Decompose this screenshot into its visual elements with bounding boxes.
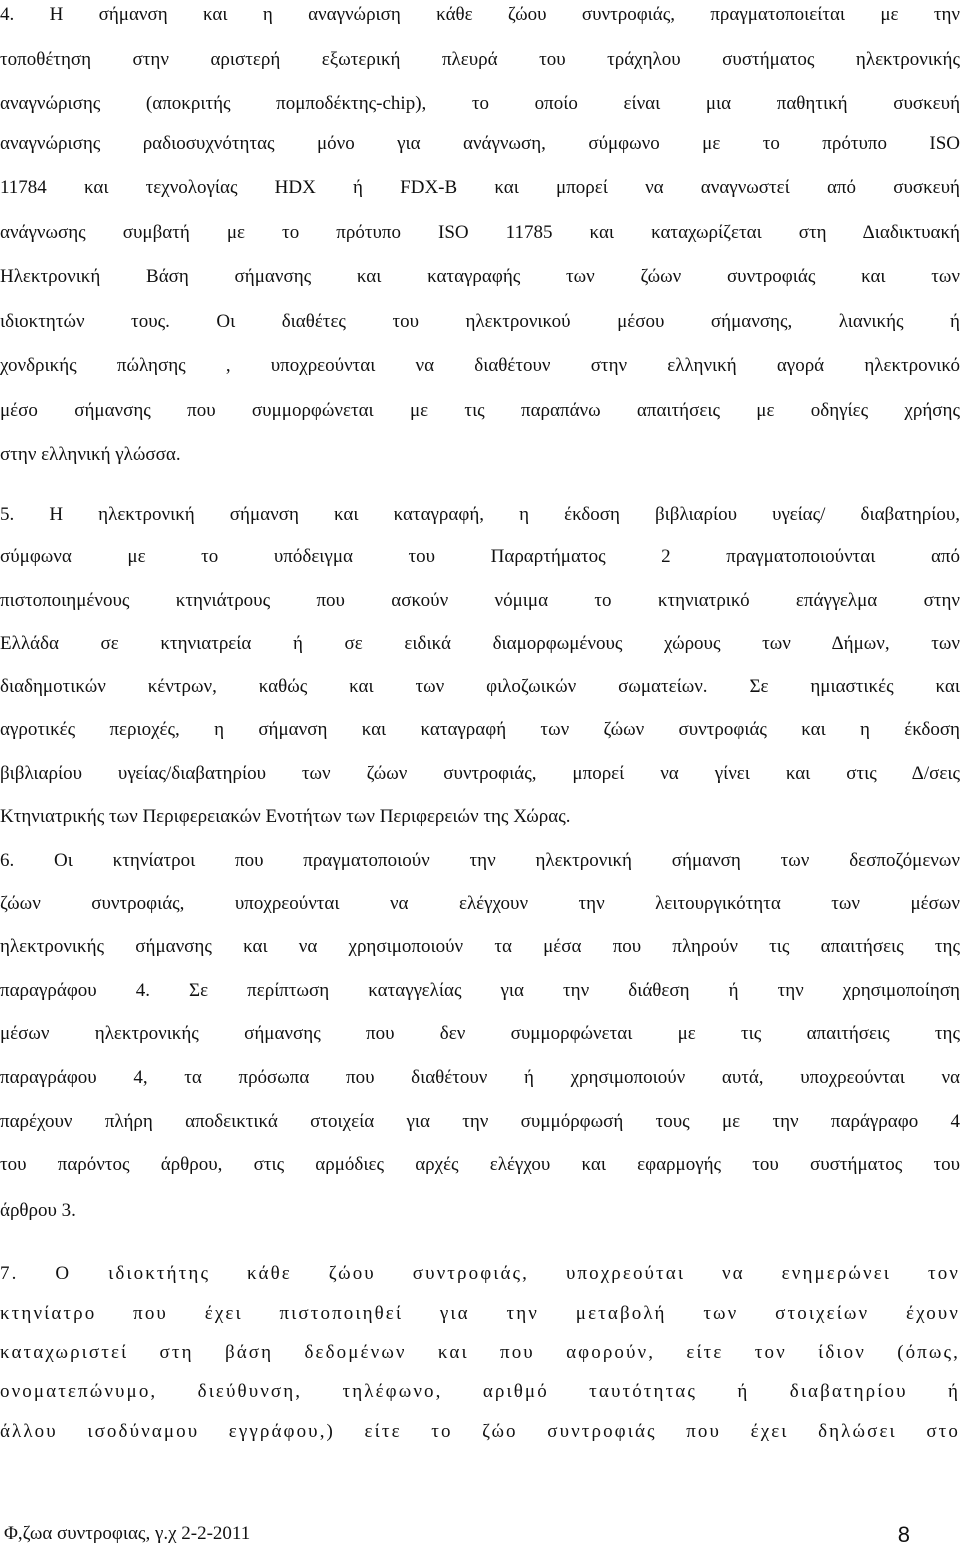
text-line: άλλου ισοδύναμου εγγράφου,) είτε το ζώο συντροφιάς που έχει δηλώσει στο xyxy=(0,1421,960,1442)
text-line: 11784 και τεχνολογίας HDX ή FDX-B και μπορεί να αναγνωστεί από συσκευή xyxy=(0,177,960,198)
text-line: παρέχουν πλήρη αποδεικτικά στοιχεία για την συμμόρφωσή τους με την παράγραφο 4 xyxy=(0,1111,960,1132)
text-line: καταχωριστεί στη βάση δεδομένων και που αφορούν, είτε τον ίδιον (όπως, xyxy=(0,1342,960,1363)
text-line: άρθρου 3. xyxy=(0,1200,76,1221)
text-line: βιβλιαρίου υγείας/διαβατηρίου των ζώων συντροφιάς, μπορεί να γίνει και στις Δ/σεις xyxy=(0,763,960,784)
text-line: αναγνώρισης (αποκριτής πομποδέκτης-chip), το οποίο είναι μια παθητική συσκευή xyxy=(0,93,960,114)
text-line: χονδρικής πώλησης , υποχρεούνται να διαθέτουν στην ελληνική αγορά ηλεκτρονικό xyxy=(0,355,960,376)
text-line: 7. Ο ιδιοκτήτης κάθε ζώου συντροφιάς, υποχρεούται να ενημερώνει τον xyxy=(0,1263,960,1284)
footer-document-reference: Φ,ζωα συντροφιας, γ.χ 2-2-2011 xyxy=(4,1523,251,1544)
text-line: ονοματεπώνυμο, διεύθυνση, τηλέφωνο, αριθμό ταυτότητας ή διαβατηρίου ή xyxy=(0,1381,960,1402)
text-line: Ελλάδα σε κτηνιατρεία ή σε ειδικά διαμορφωμένους χώρους των Δήμων, των xyxy=(0,633,960,654)
text-line: Ηλεκτρονική Βάση σήμανσης και καταγραφής των ζώων συντροφιάς και των xyxy=(0,266,960,287)
text-line: ηλεκτρονικής σήμανσης και να χρησιμοποιούν τα μέσα που πληρούν τις απαιτήσεις της xyxy=(0,936,960,957)
text-line: ανάγνωσης συμβατή με το πρότυπο ISO 11785 και καταχωρίζεται στη Διαδικτυακή xyxy=(0,222,960,243)
text-line: διαδημοτικών κέντρων, καθώς και των φιλοζωικών σωματείων. Σε ημιαστικές και xyxy=(0,676,960,697)
text-line: 5. Η ηλεκτρονική σήμανση και καταγραφή, η έκδοση βιβλιαρίου υγείας/ διαβατηρίου, xyxy=(0,504,960,525)
text-line: κτηνίατρο που έχει πιστοποιηθεί για την μεταβολή των στοιχείων έχουν xyxy=(0,1303,960,1324)
text-line: Κτηνιατρικής των Περιφερειακών Ενοτήτων των Περιφερειών της Χώρας. xyxy=(0,806,571,827)
text-line: 4. Η σήμανση και η αναγνώριση κάθε ζώου συντροφιάς, πραγματοποιείται με την xyxy=(0,4,960,25)
text-line: μέσο σήμανσης που συμμορφώνεται με τις παραπάνω απαιτήσεις με οδηγίες χρήσης xyxy=(0,400,960,421)
text-line: παραγράφου 4. Σε περίπτωση καταγγελίας για την διάθεση ή την χρησιμοποίηση xyxy=(0,980,960,1001)
text-line: παραγράφου 4, τα πρόσωπα που διαθέτουν ή χρησιμοποιούν αυτά, υποχρεούνται να xyxy=(0,1067,960,1088)
text-line: του παρόντος άρθρου, στις αρμόδιες αρχές ελέγχου και εφαρμογής του συστήματος του xyxy=(0,1154,960,1175)
text-line: πιστοποιημένους κτηνιάτρους που ασκούν νόμιμα το κτηνιατρικό επάγγελμα στην xyxy=(0,590,960,611)
text-line: τοποθέτηση στην αριστερή εξωτερική πλευρά του τράχηλου συστήματος ηλεκτρονικής xyxy=(0,49,960,70)
text-line: μέσων ηλεκτρονικής σήμανσης που δεν συμμορφώνεται με τις απαιτήσεις της xyxy=(0,1023,960,1044)
text-line: ζώων συντροφιάς, υποχρεούνται να ελέγχουν την λειτουργικότητα των μέσων xyxy=(0,893,960,914)
text-line: 6. Οι κτηνίατροι που πραγματοποιούν την ηλεκτρονική σήμανση των δεσποζόμενων xyxy=(0,850,960,871)
text-line: αγροτικές περιοχές, η σήμανση και καταγραφή των ζώων συντροφιάς και η έκδοση xyxy=(0,719,960,740)
text-line: αναγνώρισης ραδιοσυχνότητας μόνο για ανάγνωση, σύμφωνο με το πρότυπο ISO xyxy=(0,133,960,154)
text-line: στην ελληνική γλώσσα. xyxy=(0,444,181,465)
text-line: σύμφωνα με το υπόδειγμα του Παραρτήματος 2 πραγματοποιούνται από xyxy=(0,546,960,567)
text-line: ιδιοκτητών τους. Οι διαθέτες του ηλεκτρονικού μέσου σήμανσης, λιανικής ή xyxy=(0,311,960,332)
page-number: 8 xyxy=(897,1522,910,1547)
